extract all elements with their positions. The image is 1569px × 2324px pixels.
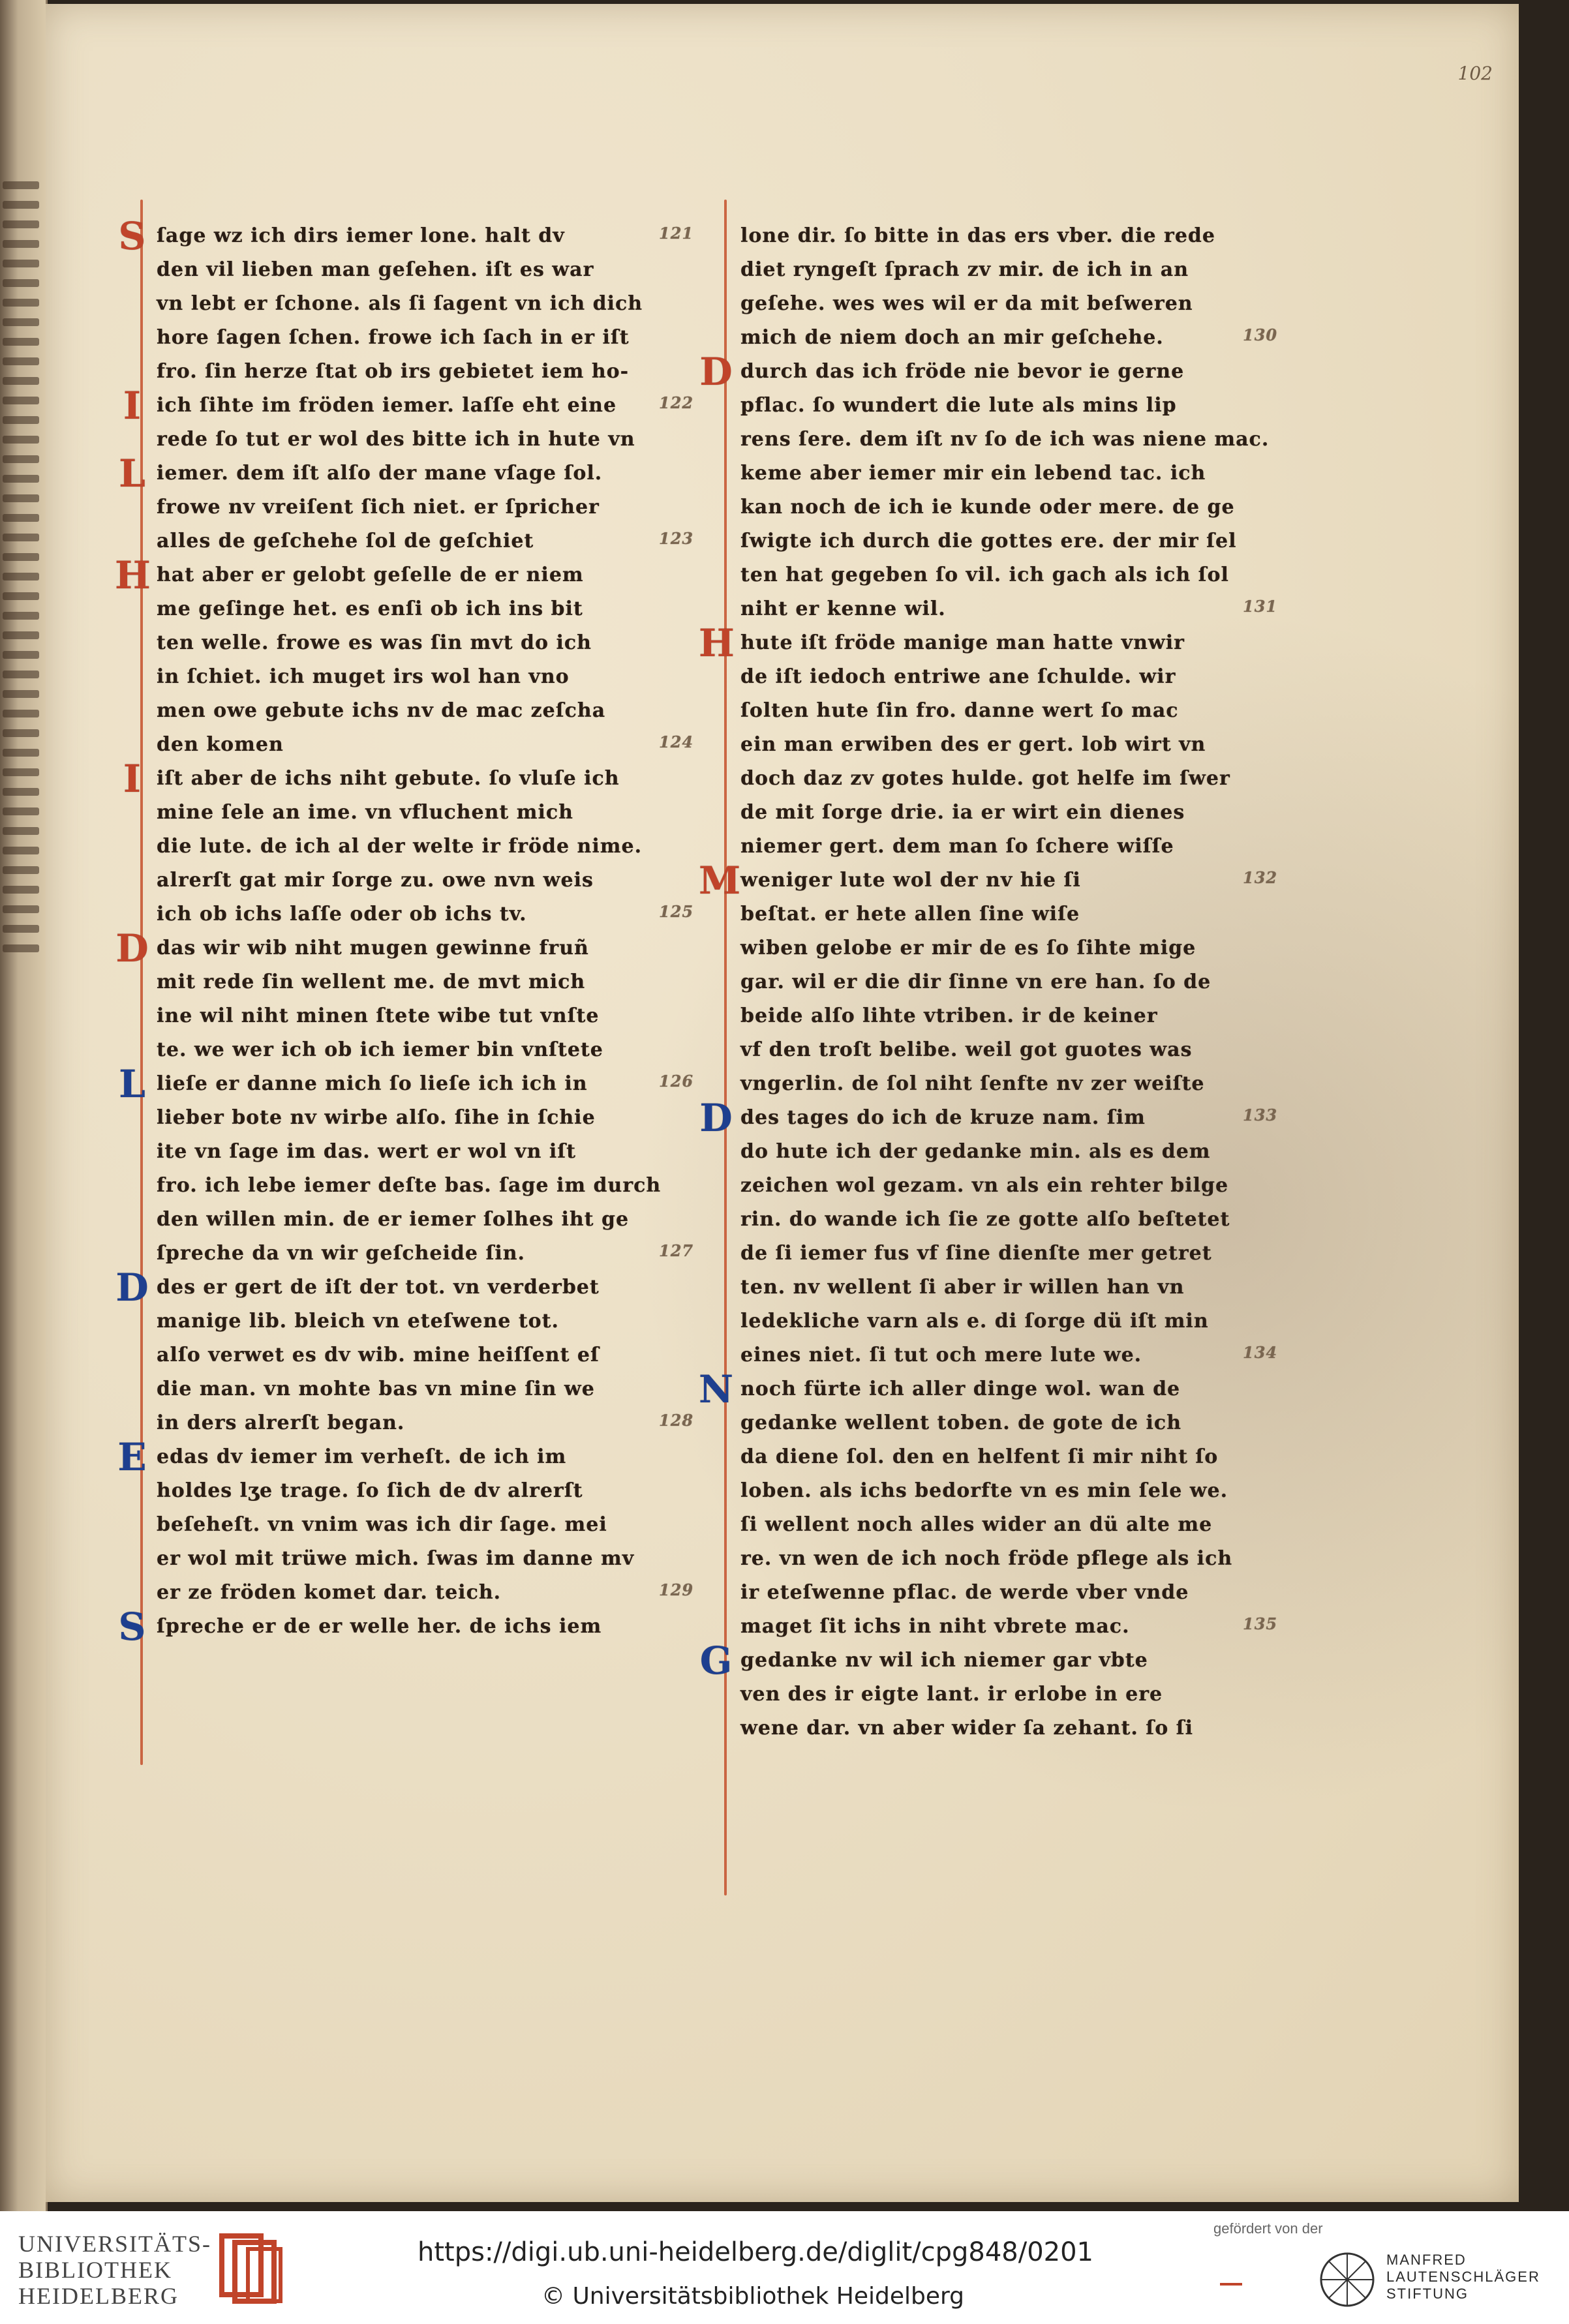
verse-text: ein man erwiben des er gert. lob wirt vn xyxy=(740,733,1206,756)
verse-line xyxy=(157,830,692,864)
verse-text: maget ſit ichs in niht vbrete mac. xyxy=(740,1615,1130,1638)
stanza-number: 131 xyxy=(1243,597,1278,616)
verse-line xyxy=(157,1305,692,1338)
verse-text: diet ryngeſt ſprach zv mir. de ich in an xyxy=(740,258,1189,281)
text-column-right xyxy=(699,219,1278,1745)
verse-text: de mit ſorge drie. ia er wirt ein dienes xyxy=(740,801,1185,824)
verse-line xyxy=(740,1440,1275,1474)
verse-text: rin. do wande ich ſie ze gotte alſo beſtetet xyxy=(740,1208,1230,1231)
verse-line xyxy=(157,1033,692,1067)
stanza-number: 127 xyxy=(659,1241,694,1260)
verse-text: vngerlin. de ſol niht ſenfte nv zer weiſte xyxy=(740,1072,1205,1095)
verse-text: ſolten hute ſin fro. danne wert ſo mac xyxy=(740,699,1179,722)
verse-text: lone dir. ſo bitte in das ers vber. die rede xyxy=(740,224,1215,247)
verse-line xyxy=(157,626,692,660)
verse-text: hore ſagen ſchen. frowe ich ſach in er iſt xyxy=(157,326,630,349)
verse-line xyxy=(740,728,1275,762)
verse-text: ſage wz ich dirs iemer lone. halt dv xyxy=(157,224,565,247)
verse-text: vn lebt er ſchone. als ſi ſagent vn ich dich xyxy=(157,292,643,315)
sponsor-logo-icon xyxy=(1318,2250,1377,2309)
verse-line xyxy=(740,999,1275,1033)
verse-text: hat aber er gelobt geſelle de er niem xyxy=(157,564,584,586)
verse-line xyxy=(740,898,1275,931)
verse-line xyxy=(157,287,692,321)
stanza-number: 128 xyxy=(659,1411,694,1430)
verse-line xyxy=(740,253,1275,287)
verse-text: ſi wellent noch alles wider an dü alte me xyxy=(740,1513,1213,1536)
verse-text: wiben gelobe er mir de es ſo ſihte mige xyxy=(740,937,1196,959)
verse-line xyxy=(740,287,1275,321)
verse-line xyxy=(157,1169,692,1203)
library-name: UNIVERSITÄTS- BIBLIOTHEK HEIDELBERG xyxy=(18,2231,211,2309)
verse-line xyxy=(157,490,692,524)
stanza-number: 121 xyxy=(659,224,694,243)
verse-line xyxy=(699,858,1278,903)
decorated-initial: I xyxy=(123,757,142,801)
verse-line xyxy=(740,931,1275,965)
verse-line xyxy=(699,350,1275,394)
verse-line xyxy=(157,423,692,457)
verse-line xyxy=(740,423,1275,457)
verse-line xyxy=(740,1542,1275,1576)
verse-line xyxy=(157,524,692,558)
verse-text: ine wil niht minen ſtete wibe tut vnſte xyxy=(157,1004,600,1027)
verse-text: durch das ich fröde nie bevor ie gerne xyxy=(740,360,1185,383)
decorated-initial: L xyxy=(119,1062,146,1106)
stanza-number: 129 xyxy=(659,1580,694,1599)
decorated-initial: E xyxy=(117,1435,147,1479)
decorated-initial: N xyxy=(699,1367,735,1411)
verse-text: alſo verwet es dv wib. mine heiſſent eſ xyxy=(157,1344,600,1366)
verse-line xyxy=(119,1062,694,1106)
verse-line xyxy=(157,1406,692,1440)
verse-text: den komen xyxy=(157,733,284,756)
sponsor-divider xyxy=(1220,2283,1242,2286)
verse-line xyxy=(115,1265,692,1310)
verse-line xyxy=(740,1271,1275,1305)
verse-text: niemer gert. dem man ſo ſchere wiſſe xyxy=(740,835,1174,858)
verse-text: te. we wer ich ob ich iemer bin vnſtete xyxy=(157,1038,603,1061)
verse-line xyxy=(157,796,692,830)
verse-text: ich ob ichs laſſe oder ob ichs tv. xyxy=(157,903,527,926)
verse-text: fro. ich lebe iemer deſte bas. ſage im durch xyxy=(157,1174,662,1197)
verse-line xyxy=(157,355,692,389)
verse-line xyxy=(115,553,692,597)
verse-text: ten hat gegeben ſo vil. ich gach als ich ſol xyxy=(740,564,1229,586)
verse-line xyxy=(740,1067,1275,1101)
verse-line xyxy=(740,1237,1275,1271)
verse-text: doch daz zv gotes hulde. got helfe im ſwer xyxy=(740,767,1230,790)
verse-line xyxy=(157,864,692,898)
verse-line xyxy=(740,762,1275,796)
verse-text: de ſi iemer fus vf ſine dienſte mer getret xyxy=(740,1242,1212,1265)
decorated-initial: D xyxy=(699,1096,733,1140)
verse-text: er ze fröden komet dar. teich. xyxy=(157,1581,502,1604)
verse-line xyxy=(157,1338,692,1372)
verse-line xyxy=(157,694,692,728)
verse-line xyxy=(740,219,1275,253)
verse-text: keme aber iemer mir ein lebend tac. ich xyxy=(740,462,1206,485)
verse-text: lieber bote nv wirbe alſo. ſihe in ſchie xyxy=(157,1106,596,1129)
verse-line xyxy=(119,451,692,496)
verse-line xyxy=(699,1096,1278,1140)
verse-text: iemer. dem iſt alſo der mane vſage ſol. xyxy=(157,462,603,485)
verse-text: mich de niem doch an mir geſchehe. xyxy=(740,326,1164,349)
verse-line xyxy=(123,757,692,801)
verse-line xyxy=(740,558,1275,592)
verse-line xyxy=(740,660,1275,694)
verse-line xyxy=(740,321,1278,355)
stanza-number: 123 xyxy=(659,529,694,548)
verse-text: mine ſele an ime. vn vfluchent mich xyxy=(157,801,573,824)
sponsor-name: MANFRED LAUTENSCHLÄGER STIFTUNG xyxy=(1386,2252,1540,2302)
stanza-number: 134 xyxy=(1243,1343,1278,1362)
verse-text: de iſt iedoch entriwe ane ſchulde. wir xyxy=(740,665,1176,688)
verse-line xyxy=(157,1542,692,1576)
verse-line xyxy=(740,1610,1278,1644)
verse-line xyxy=(157,1474,692,1508)
verse-text: ledekliche varn als e. di ſorge dü iſt min xyxy=(740,1310,1209,1333)
decorated-initial: M xyxy=(699,858,742,903)
verse-line xyxy=(118,1605,692,1649)
verse-line xyxy=(157,1203,692,1237)
stanza-number: 132 xyxy=(1243,868,1278,887)
verse-text: vf den troſt belibe. weil got guotes was xyxy=(740,1038,1193,1061)
verse-line xyxy=(157,253,692,287)
verse-line xyxy=(157,592,692,626)
adjacent-page-edge xyxy=(0,0,48,2211)
verse-text: holdes lʒe trage. ſo ſich de dv alrerſt xyxy=(157,1479,583,1502)
verse-text: frowe nv vreiſent ſich niet. er ſpricher xyxy=(157,496,600,519)
copyright-notice: © Universitätsbibliothek Heidelberg xyxy=(541,2283,965,2310)
verse-line xyxy=(157,1508,692,1542)
decorated-initial: H xyxy=(115,553,151,597)
verse-line xyxy=(118,214,694,258)
verse-line xyxy=(157,1101,692,1135)
manuscript-page xyxy=(46,4,1519,2202)
permalink-url[interactable]: https://digi.ub.uni-heidelberg.de/diglit/cpg848/0201 xyxy=(418,2237,1093,2267)
verse-text: do hute ich der gedanke min. als es dem xyxy=(740,1140,1211,1163)
verse-line xyxy=(740,1169,1275,1203)
verse-line xyxy=(740,1338,1278,1372)
verse-text: eines niet. ſi tut och mere lute we. xyxy=(740,1344,1142,1366)
verse-text: beſtat. er hete allen ſine wiſe xyxy=(740,903,1080,926)
verse-text: ir eteſwenne pflac. de werde vber vnde xyxy=(740,1581,1189,1604)
verse-line xyxy=(157,728,692,762)
verse-line xyxy=(740,1305,1275,1338)
verse-text: kan noch de ich ie kunde oder mere. de ge xyxy=(740,496,1235,519)
verse-line xyxy=(740,389,1275,423)
verse-text: pflac. ſo wundert die lute als mins lip xyxy=(740,394,1177,417)
stanza-number: 126 xyxy=(659,1072,694,1091)
verse-text: des er gert de iſt der tot. vn verderbet xyxy=(157,1276,600,1299)
verse-line xyxy=(157,1237,692,1271)
verse-text: er wol mit trüwe mich. ſwas im danne mv xyxy=(157,1547,635,1570)
verse-line xyxy=(157,1135,692,1169)
verse-line xyxy=(740,1406,1275,1440)
verse-text: in ſchiet. ich muget irs wol han vno xyxy=(157,665,570,688)
decorated-initial: D xyxy=(115,1265,149,1310)
verse-text: weniger lute wol der nv hie ſi xyxy=(740,869,1081,892)
verse-line xyxy=(740,1474,1275,1508)
verse-line xyxy=(740,694,1275,728)
verse-line xyxy=(157,1372,692,1406)
verse-line xyxy=(157,898,692,931)
verse-text: beſeheſt. vn vnim was ich dir ſage. mei xyxy=(157,1513,607,1536)
adjacent-page-text xyxy=(0,170,43,1748)
stanza-number: 133 xyxy=(1243,1106,1278,1124)
verse-line xyxy=(699,621,1275,665)
verse-line xyxy=(117,1435,692,1479)
verse-line xyxy=(740,457,1275,490)
verse-line xyxy=(740,1135,1275,1169)
verse-line xyxy=(157,999,692,1033)
verse-text: manige lib. bleich vn eteſwene tot. xyxy=(157,1310,559,1333)
verse-line xyxy=(740,490,1275,524)
verse-text: men owe gebute ichs nv de mac zeſcha xyxy=(157,699,606,722)
verse-text: wene dar. vn aber wider ſa zehant. ſo ſi xyxy=(740,1717,1193,1740)
verse-text: ten welle. frowe es was ſin mvt do ich xyxy=(157,631,592,654)
library-logo-icon xyxy=(215,2229,287,2306)
verse-line xyxy=(157,1576,692,1610)
verse-line xyxy=(157,965,692,999)
verse-text: alrerſt gat mir ſorge zu. owe nvn weis xyxy=(157,869,594,892)
verse-text: iſt aber de ichs niht gebute. ſo vluſe ich xyxy=(157,767,620,790)
verse-text: ven des ir eigte lant. ir erlobe in ere xyxy=(740,1683,1163,1706)
verse-text: beide alſo lihte vtriben. ir de keiner xyxy=(740,1004,1158,1027)
verse-text: ten. nv wellent ſi aber ir willen han vn xyxy=(740,1276,1185,1299)
verse-text: hute iſt fröde manige man hatte vnwir xyxy=(740,631,1185,654)
verse-line xyxy=(740,1033,1275,1067)
verse-text: noch fürte ich aller dinge wol. wan de xyxy=(740,1378,1181,1400)
verse-line xyxy=(740,965,1275,999)
decorative-penwork-left xyxy=(140,200,143,1765)
verse-line xyxy=(740,830,1275,864)
verse-line xyxy=(699,1638,1275,1683)
decorated-initial: S xyxy=(118,1605,147,1649)
verse-text: edas dv iemer im verheſt. de ich im xyxy=(157,1445,567,1468)
stanza-number: 135 xyxy=(1243,1614,1278,1633)
verse-text: geſehe. wes wes wil er da mit beſweren xyxy=(740,292,1193,315)
verse-text: fro. ſin herze ſtat ob irs gebietet iem ho- xyxy=(157,360,630,383)
decorated-initial: D xyxy=(699,350,733,394)
verse-text: rens ſere. dem iſt nv ſo de ich was niene mac. xyxy=(740,428,1270,451)
verse-text: gedanke nv wil ich niemer gar vbte xyxy=(740,1649,1148,1672)
stanza-number: 124 xyxy=(659,732,694,751)
verse-text: ich ſihte im fröden iemer. laſſe eht eine xyxy=(157,394,617,417)
stanza-number: 122 xyxy=(659,393,694,412)
stanza-number: 125 xyxy=(659,902,694,921)
verse-text: da diene ſol. den en helfent ſi mir niht ſo xyxy=(740,1445,1219,1468)
verse-text: des tages do ich de kruze nam. ſim xyxy=(740,1106,1146,1129)
verse-line xyxy=(740,1203,1275,1237)
decorated-initial: L xyxy=(119,451,146,496)
verse-line xyxy=(157,660,692,694)
verse-line xyxy=(740,1576,1275,1610)
decorated-initial: H xyxy=(699,621,735,665)
verse-text: in ders alrerſt began. xyxy=(157,1411,405,1434)
verse-line xyxy=(123,384,694,428)
verse-line xyxy=(740,592,1278,626)
verse-line xyxy=(740,1678,1275,1712)
verse-line xyxy=(157,321,692,355)
verse-text: loben. als ichs bedorfte vn es min ſele we. xyxy=(740,1479,1228,1502)
verse-text: gedanke wellent toben. de gote de ich xyxy=(740,1411,1182,1434)
verse-line xyxy=(699,1367,1275,1411)
sponsor-label: gefördert von der xyxy=(1213,2220,1323,2237)
verse-text: ſpreche er de er welle her. de ichs iem xyxy=(157,1615,602,1638)
verse-text: me geſinge het. es enſi ob ich ins bit xyxy=(157,597,583,620)
decorated-initial: D xyxy=(115,926,149,971)
verse-text: lieſe er danne mich ſo lieſe ich ich in xyxy=(157,1072,588,1095)
verse-text: die man. vn mohte bas vn mine ſin we xyxy=(157,1378,595,1400)
verse-line xyxy=(740,796,1275,830)
verse-text: re. vn wen de ich noch fröde pflege als ich xyxy=(740,1547,1233,1570)
verse-text: rede ſo tut er wol des bitte ich in hute vn xyxy=(157,428,635,451)
verse-text: ſpreche da vn wir geſcheide ſin. xyxy=(157,1242,525,1265)
verse-line xyxy=(740,1508,1275,1542)
verse-text: ſwigte ich durch die gottes ere. der mir ſel xyxy=(740,530,1237,552)
verse-text: zeichen wol gezam. vn als ein rehter bilge xyxy=(740,1174,1229,1197)
verse-text: mit rede ſin wellent me. de mvt mich xyxy=(157,971,586,993)
verse-text: den vil lieben man geſehen. iſt es war xyxy=(157,258,594,281)
decorated-initial: S xyxy=(118,214,147,258)
footer-bar xyxy=(0,2211,1569,2324)
text-column-left xyxy=(115,214,694,1649)
verse-text: ite vn ſage im das. wert er wol vn iſt xyxy=(157,1140,576,1163)
verse-text: alles de geſchehe ſol de geſchiet xyxy=(157,530,534,552)
decorated-initial: I xyxy=(123,384,142,428)
verse-line xyxy=(740,1712,1275,1745)
verse-text: den willen min. de er iemer ſolhes iht ge xyxy=(157,1208,630,1231)
folio-number: 102 xyxy=(1457,63,1493,84)
verse-line xyxy=(115,926,692,971)
verse-text: niht er kenne wil. xyxy=(740,597,946,620)
verse-line xyxy=(740,524,1275,558)
verse-text: die lute. de ich al der welte ir fröde nime. xyxy=(157,835,643,858)
verse-text: das wir wib niht mugen gewinne fruñ xyxy=(157,937,589,959)
verse-text: gar. wil er die dir ſinne vn ere han. ſo de xyxy=(740,971,1211,993)
stanza-number: 130 xyxy=(1243,325,1278,344)
decorated-initial: G xyxy=(699,1638,733,1683)
